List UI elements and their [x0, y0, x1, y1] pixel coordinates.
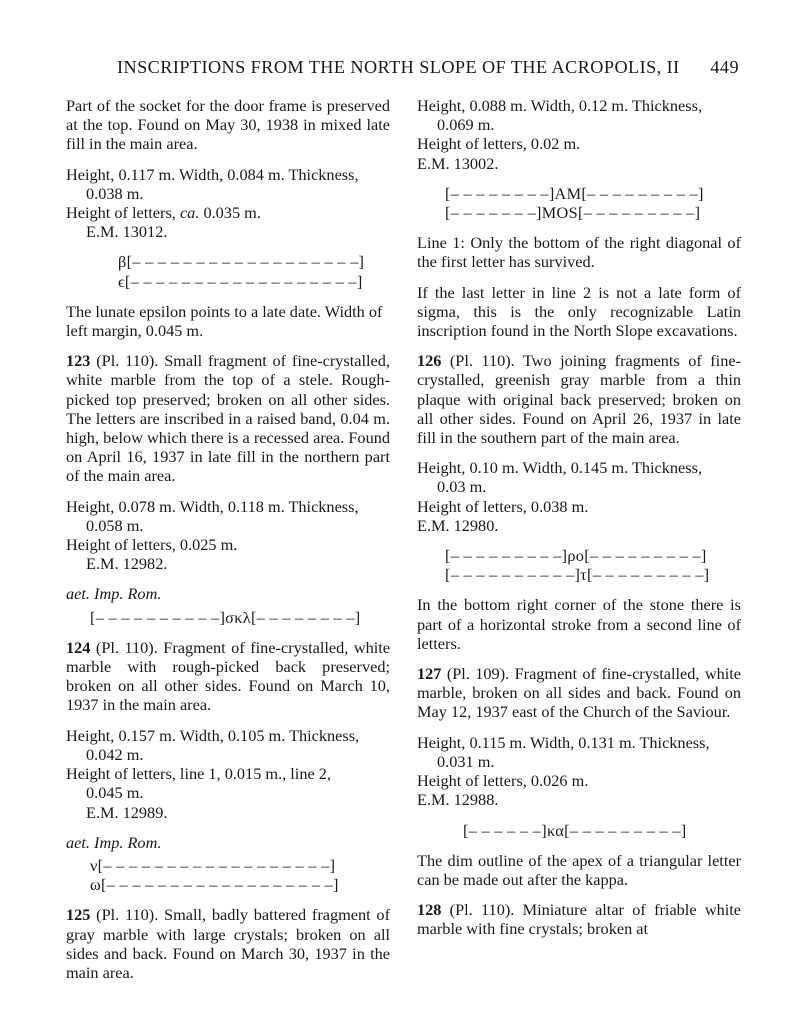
entry-124 [66, 638, 390, 715]
entry-text: (Pl. 110). Miniature altar of friable white marble with fine crystals; broken at [417, 900, 741, 939]
entry-125 [66, 905, 390, 982]
inscription-text [66, 856, 390, 894]
dimensions-cont: 0.03 m. [437, 477, 487, 497]
inventory-number: E.M. 12982. [86, 554, 168, 574]
dimensions: Height, 0.10 m. Width, 0.145 m. Thickness, [417, 458, 703, 478]
right-column [417, 96, 741, 950]
entry-number: 127 [417, 664, 442, 684]
paragraph: Line 1: Only the bottom of the right diagonal of the first letter has survived. [417, 233, 741, 272]
date-label: aet. Imp. Rom. [66, 584, 162, 604]
inscription-text [66, 252, 390, 290]
inscription-line: [– – – – – – –]MOS[– – – – – – – – –] [445, 203, 701, 223]
inscription-line: ϵ[– – – – – – – – – – – – – – – – – –] [118, 271, 363, 291]
inscription-line: [– – – – – – – – – –]σκλ[– – – – – – – –] [90, 607, 361, 627]
entry-126 [417, 351, 741, 447]
inscription-text [417, 184, 741, 222]
paragraph: In the bottom right corner of the stone there is part of a horizontal stroke from a second line of letters. [417, 595, 741, 653]
paragraph: The dim outline of the apex of a triangular letter can be made out after the kappa. [417, 850, 741, 889]
circa-abbrev: ca. [179, 203, 200, 223]
dimensions: Height, 0.115 m. Width, 0.131 m. Thickness, [417, 732, 710, 752]
inscription-line: [– – – – – – – – –]ρο[– – – – – – – – –] [445, 546, 707, 566]
dimensions: Height, 0.117 m. Width, 0.084 m. Thickness, [66, 164, 359, 184]
entry-number: 128 [417, 900, 442, 920]
dimensions: Height, 0.088 m. Width, 0.12 m. Thickness, [417, 96, 703, 115]
entry-text: (Pl. 109). Fragment of fine-crystalled, white marble, broken on all sides and back. Found on May 12, 1937 east of the Church of the Saviour. [417, 664, 741, 722]
inscription-line: [– – – – – –]κα[– – – – – – – – –] [463, 820, 687, 840]
running-title: INSCRIPTIONS FROM THE NORTH SLOPE OF THE ACROPOLIS, II [117, 57, 680, 77]
measurements-block [417, 96, 741, 173]
entry-123 [66, 351, 390, 485]
inscription-line: [– – – – – – – – – –]τ[– – – – – – – – –] [445, 565, 710, 585]
entry-text: (Pl. 110). Fragment of fine-crystalled, white marble with rough-picked back preserved; broken on all other sides. Found on March 10, 1937 in the main area. [66, 637, 390, 715]
inscription-line: β[– – – – – – – – – – – – – – – – – –] [118, 252, 365, 272]
letter-height [66, 203, 390, 222]
date-label: aet. Imp. Rom. [66, 832, 162, 852]
entry-number: 126 [417, 351, 442, 371]
entry-text: (Pl. 110). Small fragment of fine-crystalled, white marble from the top of a stele. Rough-picked top preserved; broken on all other sides. The letters are inscribed in a raised band, 0.04 m. high, below which there is a recessed area. Found on April 16, 1937 in late fill in the northern part of the main area. [66, 351, 390, 486]
page-number: 449 [710, 57, 739, 77]
entry-127 [417, 664, 741, 722]
letter-height-text: Height of letters, [66, 203, 180, 223]
dimensions: Height, 0.157 m. Width, 0.105 m. Thickness, [66, 725, 360, 745]
inscription-line: [– – – – – – – –]AM[– – – – – – – – –] [445, 183, 704, 203]
inscription-text [417, 821, 741, 840]
letter-height: Height of letters, 0.02 m. [417, 134, 581, 154]
letter-height: Height of letters, 0.025 m. [66, 535, 238, 555]
dimensions-cont: 0.031 m. [437, 751, 495, 771]
inventory-number: E.M. 12989. [86, 802, 168, 822]
inscription-text [66, 608, 390, 627]
measurements-block [66, 726, 390, 822]
entry-128 [417, 900, 741, 938]
inscription-line: ν[– – – – – – – – – – – – – – – – – –] [90, 855, 336, 875]
dimensions-cont: 0.058 m. [86, 515, 144, 535]
paragraph: If the last letter in line 2 is not a late form of sigma, this is the only recognizable Latin inscription found in the North Slope excavations. [417, 282, 741, 341]
letter-height-value: 0.035 m. [199, 203, 261, 223]
dimensions: Height, 0.078 m. Width, 0.118 m. Thickness, [66, 496, 359, 516]
running-header [117, 57, 739, 78]
letter-height: Height of letters, line 1, 0.015 m., line 2, [66, 764, 331, 784]
dimensions-cont: 0.042 m. [86, 744, 144, 764]
entry-number: 123 [66, 351, 91, 371]
inscription-text [417, 546, 741, 584]
dimensions-cont: 0.038 m. [86, 183, 144, 203]
letter-height: Height of letters, 0.038 m. [417, 496, 589, 516]
entry-text: (Pl. 110). Two joining fragments of fine-crystalled, greenish gray marble from a thin plaque with original back preserved; broken on all other sides. Found on April 26, 1937 in late fill in the southern part of the main area. [417, 351, 741, 448]
measurements-block [417, 458, 741, 535]
inscription-line: ω[– – – – – – – – – – – – – – – – – –] [90, 875, 339, 895]
paragraph: Part of the socket for the door frame is preserved at the top. Found on May 30, 1938 in mixed late fill in the main area. [66, 96, 390, 154]
entry-number: 125 [66, 905, 91, 925]
measurements-block [66, 165, 390, 242]
measurements-block [66, 497, 390, 574]
inventory-number: E.M. 13012. [86, 222, 168, 242]
inventory-number: E.M. 12988. [417, 790, 499, 810]
entry-text: (Pl. 110). Small, badly battered fragment of gray marble with large crystals; broken on all sides and back. Found on March 30, 1937 in the main area. [66, 905, 390, 982]
letter-height-cont: 0.045 m. [86, 783, 144, 803]
entry-number: 124 [66, 637, 91, 657]
paragraph: The lunate epsilon points to a late date. Width of left margin, 0.045 m. [66, 301, 383, 341]
letter-height: Height of letters, 0.026 m. [417, 771, 589, 791]
measurements-block [417, 733, 741, 810]
left-column [66, 96, 390, 993]
inventory-number: E.M. 13002. [417, 153, 499, 173]
dimensions-cont: 0.069 m. [437, 115, 495, 135]
inventory-number: E.M. 12980. [417, 515, 499, 535]
